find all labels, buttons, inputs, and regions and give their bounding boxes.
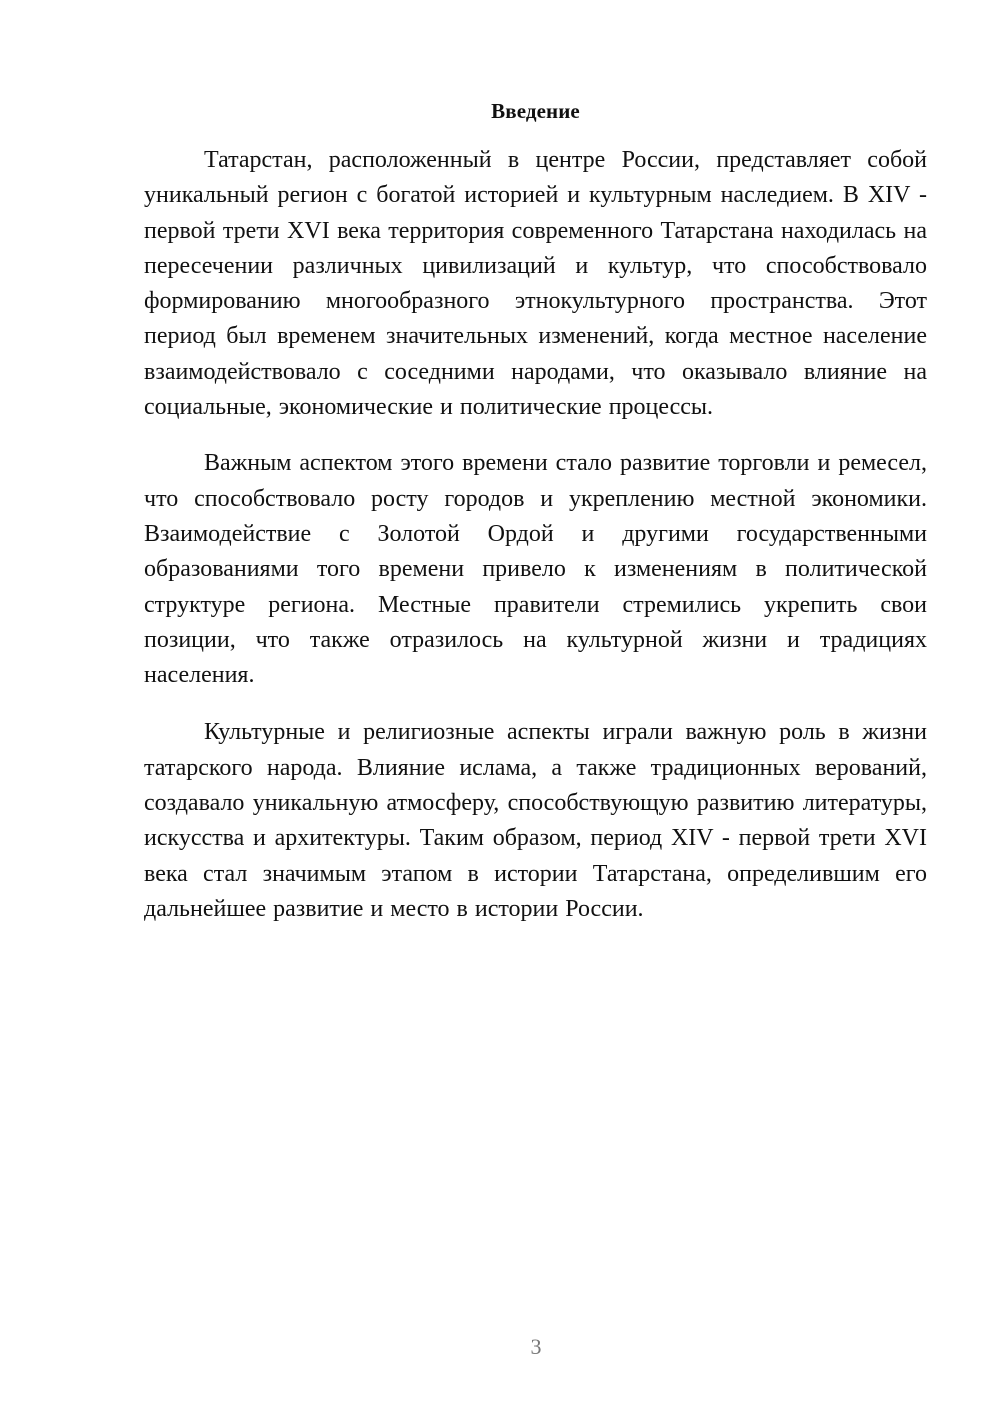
paragraph-trade: Важным аспектом этого времени стало развитие торговли и ремесел, что способствовало росту городов и укреплению местной экономики. Взаимодействие с Золотой Ордой и другими государственными образованиями того времени привело к изменениям в политической структуре региона. Местные правители стремились укрепить свои позиции, что также отразилось на культурной жизни и традициях населения. <box>144 450 927 689</box>
paragraph-intro: Татарстан, расположенный в центре России, представляет собой уникальный регион с богатой историей и культурным наследием. В XIV - первой трети XVI века территория современного Татарстана находилась на пересечении различных цивилизаций и культур, что способствовало формированию многообразного этнокультурного пространства. Этот период был временем значительных изменений, когда местное население взаимодействовало с соседними народами, что оказывало влияние на социальные, экономические и политические процессы. <box>144 147 927 421</box>
document-body <box>144 96 927 927</box>
section-title: Введение <box>491 99 580 123</box>
paragraph-culture: Культурные и религиозные аспекты играли важную роль в жизни татарского народа. Влияние ислама, а также традиционных верований, создавало уникальную атмосферу, способствующую развитию литературы, искусства и архитектуры. Таким образом, период XIV - первой трети XVI века стал значимым этапом в истории Татарстана, определившим его дальнейшее развитие и место в истории России. <box>144 719 927 922</box>
page-number-footer <box>0 1334 1000 1360</box>
page-number: 3 <box>530 1334 542 1359</box>
